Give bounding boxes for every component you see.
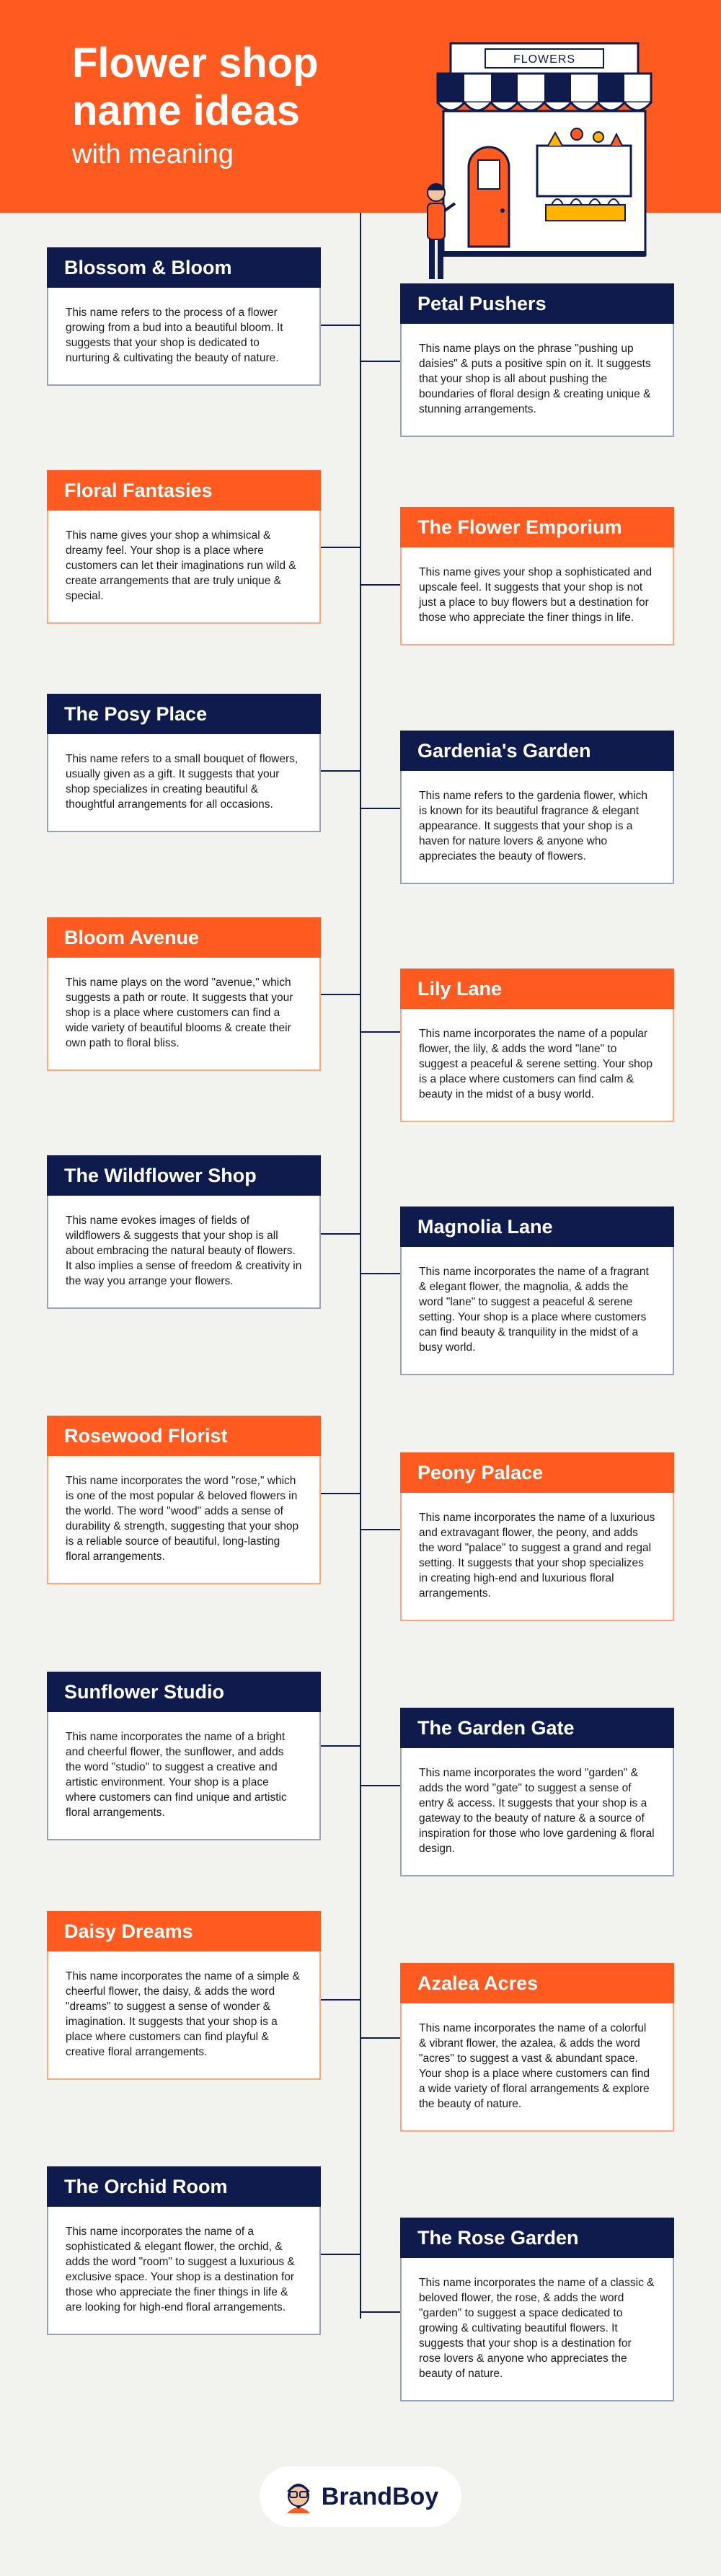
card-title: Floral Fantasies	[47, 470, 321, 511]
timeline-connector	[321, 2254, 360, 2255]
name-card	[47, 1155, 321, 1309]
shop-sign-text: FLOWERS	[513, 53, 576, 66]
page-subtitle: with meaning	[72, 139, 234, 169]
card-title: The Rose Garden	[400, 2218, 674, 2258]
timeline-connector	[321, 547, 360, 548]
card-description: This name incorporates the name of a sophisticated & elegant flower, the orchid, & adds the word "room" to suggest a luxurious & exclusive space. Your shop is a destination for those who appreciate the finer things in life & are looking for high-end floral arrangements.	[47, 2207, 321, 2335]
timeline-connector	[361, 584, 400, 586]
card-description: This name refers to the gardenia flower, which is known for its beautiful fragrance & elegant appearance. It suggests that your shop is a haven for nature lovers & anyone who appreciates the beauty of flowers.	[400, 771, 674, 884]
name-card	[400, 1207, 674, 1375]
timeline-connector	[361, 1785, 400, 1786]
card-title: The Posy Place	[47, 694, 321, 734]
timeline-connector	[321, 1233, 360, 1235]
timeline-connector	[321, 1493, 360, 1494]
card-title: Sunflower Studio	[47, 1672, 321, 1712]
name-card	[400, 507, 674, 645]
card-description: This name incorporates the name of a popular flower, the lily, & adds the word "lane" to suggest a peaceful & serene setting. Your shop is a place where customers can find calm & beauty in the midst of a busy world.	[400, 1009, 674, 1122]
name-card	[47, 1911, 321, 2080]
card-description: This name evokes images of fields of wildflowers & suggests that your shop is all about embracing the natural beauty of flowers. It also implies a sense of freedom & creativity in the way you arrange your flowers.	[47, 1196, 321, 1309]
name-card	[47, 247, 321, 386]
timeline-connector	[321, 994, 360, 995]
header-banner	[0, 0, 721, 213]
card-description: This name plays on the phrase "pushing up daisies" & puts a positive spin on it. It suggests that your shop is all about pushing the boundaries of floral design & creating unique & stunning arrangements.	[400, 324, 674, 437]
name-card	[400, 1708, 674, 1876]
timeline-connector	[361, 361, 400, 362]
name-card	[47, 694, 321, 832]
card-description: This name refers to a small bouquet of flowers, usually given as a gift. It suggests that your shop specializes in creating beautiful & thoughtful arrangements for all occasions.	[47, 734, 321, 832]
card-description: This name plays on the word "avenue," which suggests a path or route. It suggests that your shop is a place where customers can find a wide variety of beautiful blooms & create their own path to floral bliss.	[47, 958, 321, 1071]
card-title: Azalea Acres	[400, 1963, 674, 2003]
card-title: Daisy Dreams	[47, 1911, 321, 1951]
timeline-connector	[361, 808, 400, 809]
card-title: The Flower Emporium	[400, 507, 674, 547]
timeline-line	[360, 213, 361, 2319]
card-title: Blossom & Bloom	[47, 247, 321, 288]
name-card	[400, 2218, 674, 2401]
brand-logo	[260, 2466, 461, 2527]
name-card	[47, 1416, 321, 1584]
timeline-connector	[321, 770, 360, 772]
card-description: This name incorporates the word "garden" & adds the word "gate" to suggest a sense of entry & access. It suggests that your shop is a gateway to the beauty of nature & a source of inspiration for those who love gardening & floral design.	[400, 1748, 674, 1876]
card-description: This name incorporates the name of a classic & beloved flower, the rose, & adds the word "garden" to suggest a space dedicated to growing & cultivating beautiful flowers. It suggests that your shop is a destination for rose lovers & anyone who appreciates the beauty of nature.	[400, 2258, 674, 2401]
timeline-connector	[361, 1031, 400, 1033]
timeline-connector	[361, 1273, 400, 1274]
name-card	[47, 917, 321, 1071]
card-title: Rosewood Florist	[47, 1416, 321, 1456]
brandboy-mascot-icon	[283, 2479, 314, 2515]
card-description: This name incorporates the name of a luxurious and extravagant flower, the peony, and adds the word "palace" to suggest a grand and regal setting. It suggests that your shop specializes in creating high-end and luxurious floral arrangements.	[400, 1493, 674, 1621]
timeline-connector	[361, 2037, 400, 2039]
name-card	[47, 470, 321, 624]
card-description: This name incorporates the name of a fragrant & elegant flower, the magnolia, & adds the word "lane" to suggest a peaceful & serene setting. Your shop is a place where customers can find beauty & tranquility in the midst of a busy world.	[400, 1247, 674, 1375]
flower-shop-illustration	[422, 38, 660, 283]
card-title: Bloom Avenue	[47, 917, 321, 958]
card-title: Peony Palace	[400, 1452, 674, 1493]
card-description: This name incorporates the name of a simple & cheerful flower, the daisy, & adds the word "dreams" to suggest a sense of wonder & imagination. It suggests that your shop is a place where customers can find playful & creative floral arrangements.	[47, 1951, 321, 2080]
name-card	[47, 2166, 321, 2335]
card-title: The Wildflower Shop	[47, 1155, 321, 1196]
name-card	[400, 1963, 674, 2132]
timeline-connector	[321, 325, 360, 326]
card-description: This name gives your shop a sophisticated and upscale feel. It suggests that your shop is not just a place to buy flowers but a destination for those who appreciate the finer things in life.	[400, 547, 674, 645]
card-title: The Garden Gate	[400, 1708, 674, 1748]
name-card	[400, 969, 674, 1122]
timeline-connector	[361, 2311, 400, 2313]
name-card	[400, 1452, 674, 1621]
card-description: This name incorporates the name of a colorful & vibrant flower, the azalea, & adds the word "acres" to suggest a vast & abundant space. Your shop is a place where customers can find a wide variety of floral arrangements & explore the beauty of nature.	[400, 2003, 674, 2132]
card-title: Lily Lane	[400, 969, 674, 1009]
card-title: Petal Pushers	[400, 283, 674, 324]
name-card	[47, 1672, 321, 1840]
card-description: This name refers to the process of a flower growing from a bud into a beautiful bloom. It suggests that your shop is dedicated to nurturing & cultivating the beauty of nature.	[47, 288, 321, 386]
name-card	[400, 731, 674, 884]
card-description: This name incorporates the name of a bright and cheerful flower, the sunflower, and adds the word "studio" to suggest a creative and artistic environment. Your shop is a place where customers can find unique and artistic floral arrangements.	[47, 1712, 321, 1840]
card-title: Magnolia Lane	[400, 1207, 674, 1247]
timeline-connector	[321, 1745, 360, 1747]
card-title: The Orchid Room	[47, 2166, 321, 2207]
brand-name: BrandBoy	[321, 2482, 439, 2510]
page-title: Flower shop name ideas	[72, 40, 319, 134]
card-description: This name incorporates the word "rose," which is one of the most popular & beloved flowers in the world. The word "wood" adds a sense of durability & strength, suggesting that your shop is a reliable source of beautiful, long-lasting floral arrangements.	[47, 1456, 321, 1584]
timeline-connector	[361, 1529, 400, 1530]
card-title: Gardenia's Garden	[400, 731, 674, 771]
name-card	[400, 283, 674, 437]
timeline-connector	[321, 1999, 360, 2001]
card-description: This name gives your shop a whimsical & dreamy feel. Your shop is a place where customers can let their imaginations run wild & create arrangements that are truly unique & special.	[47, 511, 321, 624]
